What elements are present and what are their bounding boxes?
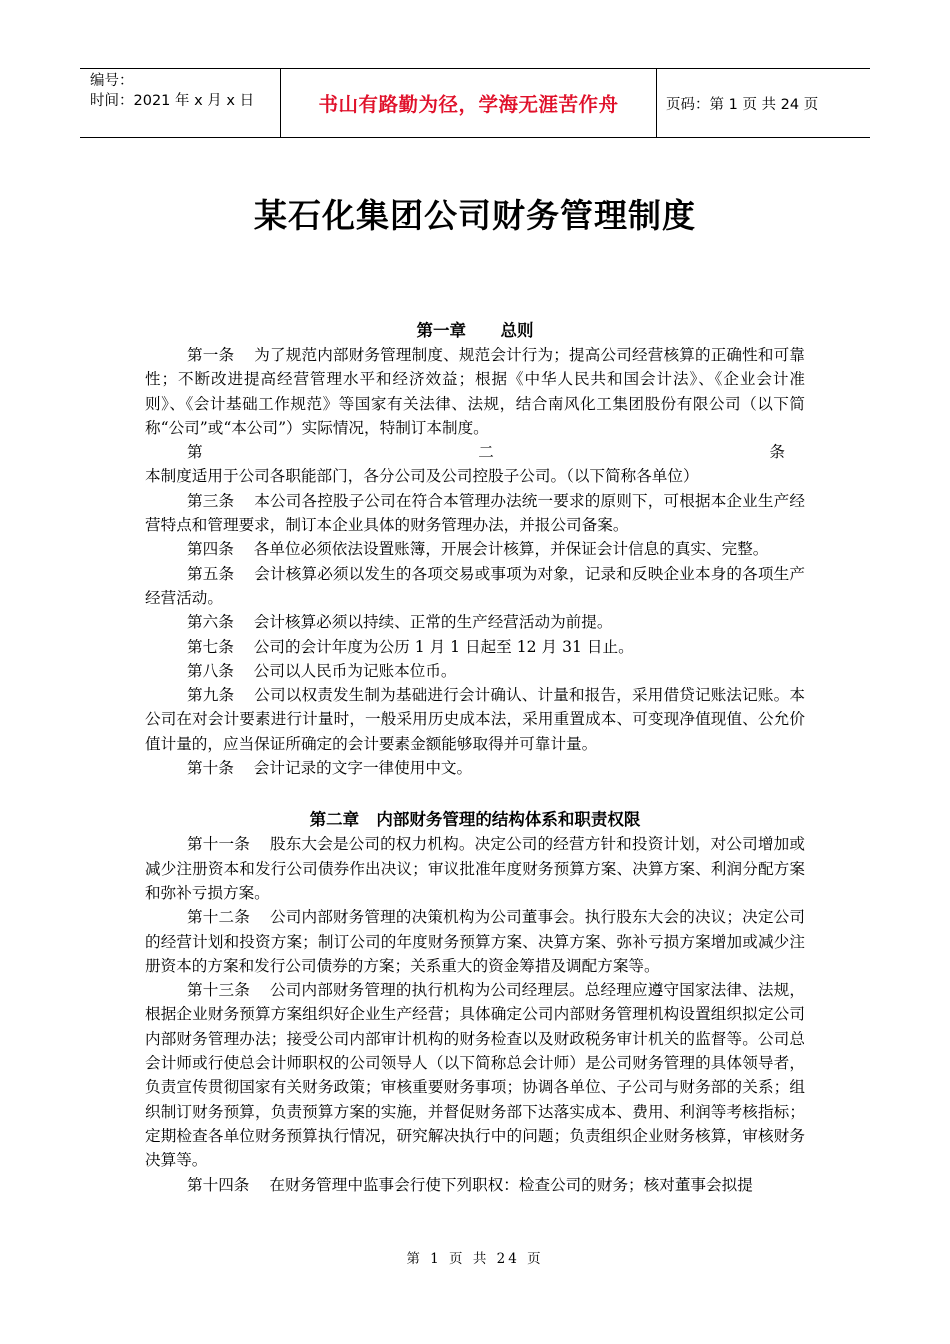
article-number: 第五条 xyxy=(187,564,235,583)
time-label: 时间：2021 年 x 月 x 日 xyxy=(90,93,255,109)
article xyxy=(145,1173,805,1197)
header-left-cell xyxy=(80,69,280,137)
article xyxy=(145,537,805,561)
article xyxy=(145,683,805,756)
article-text: 为了规范内部财务管理制度、规范会计行为；提高公司经营核算的正确性和可靠性；不断改进提高经营管理水平和经济效益；根据《中华人民共和国会计法》、《企业会计准则》、《会计基础工作规范》等国家有关法律、法规，结合南风化工集团股份有限公司（以下简称“公司”或“本公司”）实际情况，特制订本制度。 xyxy=(145,346,805,437)
article-number: 第一条 xyxy=(187,346,235,364)
article-text: 各单位必须依法设置账簿，开展会计核算，并保证会计信息的真实、完整。 xyxy=(253,540,769,559)
article-number: 第十二条 xyxy=(187,908,250,927)
article-number: 第十三条 xyxy=(187,981,250,1000)
article-number: 第六条 xyxy=(187,613,234,632)
article xyxy=(145,978,805,1172)
article xyxy=(145,343,805,440)
article-text: 本公司各控股子公司在符合本管理办法统一要求的原则下，可根据本企业生产经营特点和管理要求，制订本企业具体的财务管理办法，并报公司备案。 xyxy=(145,491,805,535)
chapter-heading: 第二章 内部财务管理的结构体系和职责权限 xyxy=(309,810,641,830)
article xyxy=(145,756,805,780)
motto: 书山有路勤为径，学海无涯苦作舟 xyxy=(280,69,657,137)
article xyxy=(145,905,805,978)
spacer xyxy=(145,780,805,807)
article xyxy=(145,562,805,611)
article-number: 第十条 xyxy=(187,759,234,778)
article-text: 公司内部财务管理的执行机构为公司经理层。总经理应遵守国家法律、法规，根据企业财务预算方案组织好企业生产经营；具体确定公司内部财务管理机构设置组织拟定公司内部财务管理办法；接受公司内部审计机构的财务检查以及财政税务审计机关的监督等。公司总会计师或行使总会计师职权的公司领导人（以下简称总会计师）是公司财务管理的具体领导者，负责宣传贯彻国家有关财务政策；审核重要财务事项；协调各单位、子公司与财务部的关系；组织制订财务预算，负责预算方案的实施，并督促财务部下达落实成本、费用、利润等考核指标；定期检查各单位财务预算执行情况，研究解决执行中的问题；负责组织企业财务核算，审核财务决算等。 xyxy=(145,981,805,1170)
article-number: 第七条 xyxy=(187,637,234,656)
article-text: 公司内部财务管理的决策机构为公司董事会。执行股东大会的决议；决定公司的经营计划和投资方案；制订公司的年度财务预算方案、决算方案、弥补亏损方案增加或减少注册资本的方案和发行公司债券的方案；关系重大的资金筹措及调配方案等。 xyxy=(145,908,805,975)
article-text: 会计记录的文字一律使用中文。 xyxy=(253,759,473,778)
article-text: 会计核算必须以持续、正常的生产经营活动为前提。 xyxy=(253,613,613,632)
article xyxy=(145,610,805,634)
article-text: 本制度适用于公司各职能部门，各分公司及公司控股子公司。（以下简称各单位） xyxy=(145,467,699,486)
article xyxy=(145,832,805,905)
article xyxy=(145,489,805,538)
article-number: 第九条 xyxy=(187,686,235,705)
page-info: 页码：第 1 页 共 24 页 xyxy=(666,96,819,113)
article-number: 第十四条 xyxy=(187,1175,250,1194)
article-text: 股东大会是公司的权力机构。决定公司的经营方针和投资计划，对公司增加或减少注册资本和发行公司债券作出决议；审议批准年度财务预算方案、决算方案、利润分配方案和弥补亏损方案。 xyxy=(145,835,805,902)
document-body xyxy=(145,318,805,1197)
article-text: 公司的会计年度为公历 1 月 1 日起至 12 月 31 日止。 xyxy=(253,637,634,656)
article-number: 第四条 xyxy=(187,540,234,559)
page-footer: 第 1 页 共 24 页 xyxy=(406,1251,544,1267)
article xyxy=(145,440,805,489)
article-number: 第三条 xyxy=(187,491,235,510)
article xyxy=(145,659,805,683)
article-text: 在财务管理中监事会行使下列职权：检查公司的财务；核对董事会拟提 xyxy=(269,1175,753,1194)
number-label: 编号： xyxy=(90,73,134,89)
chapter-heading: 第一章 总则 xyxy=(416,321,534,340)
article-number: 第八条 xyxy=(187,661,234,680)
article-text: 公司以人民币为记账本位币。 xyxy=(253,661,457,680)
header-table xyxy=(80,68,870,138)
document-title: 某石化集团公司财务管理制度 xyxy=(254,196,696,235)
article-number: 第二条 xyxy=(187,443,785,462)
article xyxy=(145,635,805,659)
article-number: 第十一条 xyxy=(187,835,250,854)
article-text: 公司以权责发生制为基础进行会计确认、计量和报告，采用借贷记账法记账。本公司在对会计要素进行计量时，一般采用历史成本法，采用重置成本、可变现净值现值、公允价值计量的，应当保证所确定的会计要素金额能够取得并可靠计量。 xyxy=(145,686,805,753)
article-text: 会计核算必须以发生的各项交易或事项为对象，记录和反映企业本身的各项生产经营活动。 xyxy=(145,564,805,607)
